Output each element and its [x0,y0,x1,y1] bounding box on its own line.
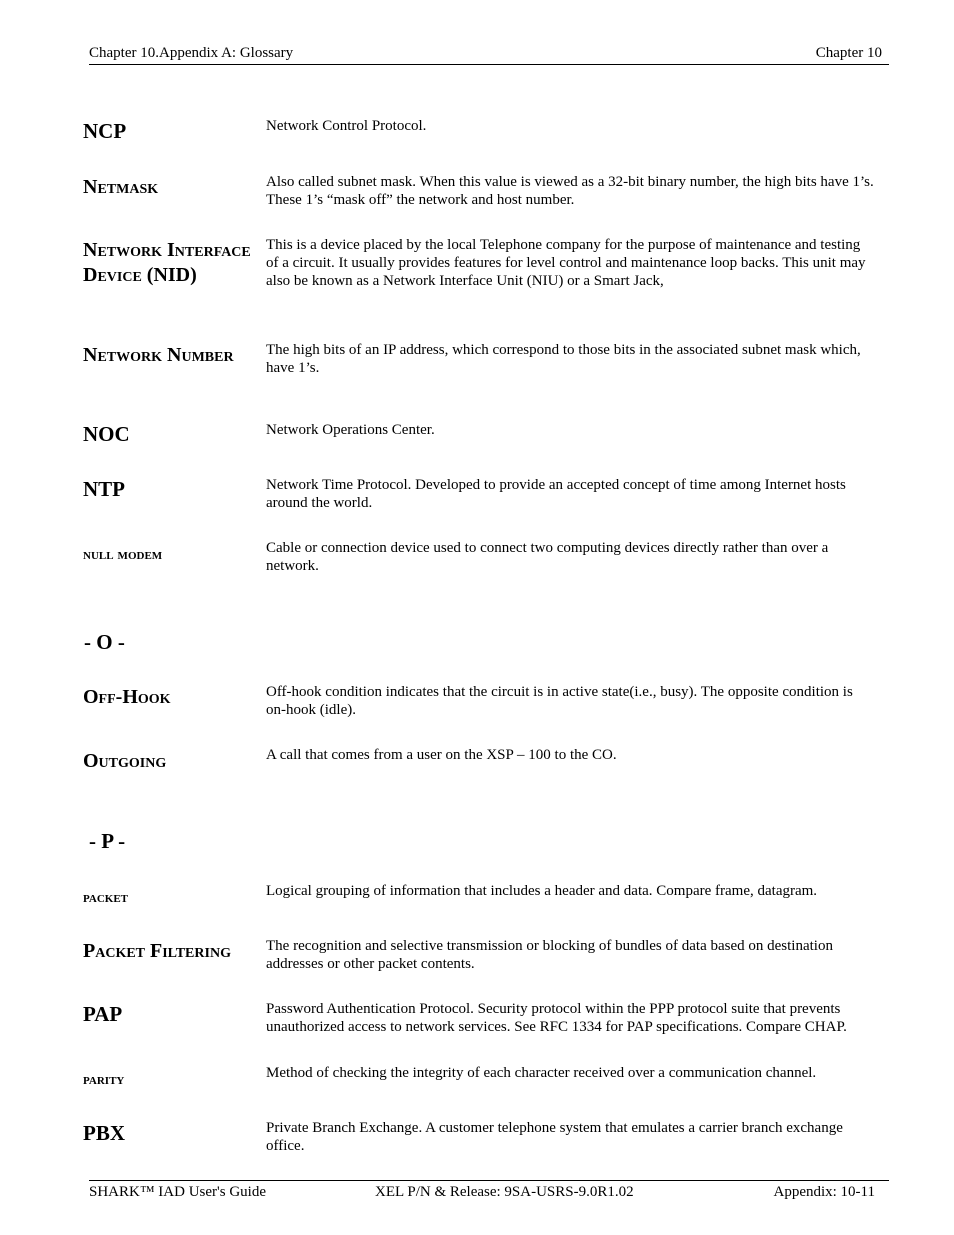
header-chapter-number: Chapter 10 [815,45,882,61]
footer-page-number: Appendix: 10-11 [773,1184,875,1200]
glossary-definition: Network Control Protocol. [266,118,427,134]
glossary-definition: A call that comes from a user on the XSP – 100 to the CO. [266,747,617,763]
glossary-definition: The high bits of an IP address, which correspond to those bits in the associated subnet mask which, have 1’s. [266,342,861,376]
glossary-definition: Off-hook condition indicates that the circuit is in active state(i.e., busy). The opposite condition is on-hook (idle). [266,684,853,718]
glossary-term: Network Interface Device (NID) [83,239,251,286]
glossary-term: Network Number [83,344,234,366]
glossary-definition: This is a device placed by the local Telephone company for the purpose of maintenance and testing of a circuit. It usually provides features for level control and maintenance loop backs. This unit may also be known as a Network Interface Unit (NIU) or a Smart Jack, [266,237,866,289]
glossary-definition: Network Time Protocol. Developed to provide an accepted concept of time among Internet hosts around the world. [266,477,846,511]
glossary-definition: Private Branch Exchange. A customer telephone system that emulates a carrier branch exchange office. [266,1120,843,1154]
glossary-term: Outgoing [83,750,167,772]
glossary-definition: Cable or connection device used to connect two computing devices directly rather than over a network. [266,540,829,574]
glossary-definition: Network Operations Center. [266,422,435,438]
glossary-definition: Also called subnet mask. When this value is viewed as a 32-bit binary number, the high bits have 1’s. These 1’s “mask off” the network and host number. [266,174,874,208]
footer-guide-title: SHARK™ IAD User's Guide [89,1184,266,1200]
glossary-term: PAP [83,1002,123,1026]
glossary-term: Packet Filtering [83,940,231,962]
header-chapter-title: Chapter 10.Appendix A: Glossary [89,45,294,61]
footer-release: XEL P/N & Release: 9SA-USRS-9.0R1.02 [375,1184,634,1200]
glossary-term: Netmask [83,176,159,198]
glossary-term: NTP [83,477,125,501]
page-footer [89,1180,889,1203]
glossary-definition: Password Authentication Protocol. Security protocol within the PPP protocol suite that prevents unauthorized access to network services. See RFC 1334 for PAP specifications. Compare CHAP. [266,1001,847,1035]
glossary-definition: Method of checking the integrity of each character received over a communication channel. [266,1065,817,1081]
glossary-definition: Logical grouping of information that includes a header and data. Compare frame, datagram. [266,883,818,899]
glossary-term: packet [83,889,129,906]
glossary-term: Off-Hook [83,686,171,708]
glossary-term: parity [83,1071,125,1088]
glossary-term: null modem [83,546,163,563]
glossary-definition: The recognition and selective transmission or blocking of bundles of data based on destination addresses or other packet contents. [266,938,833,972]
page-header [89,44,889,65]
glossary-term: NCP [83,119,127,143]
glossary-term: NOC [83,422,130,446]
glossary-term: PBX [83,1121,125,1145]
section-heading-o: - O - [84,630,125,654]
section-heading-p: - P - [89,829,126,853]
